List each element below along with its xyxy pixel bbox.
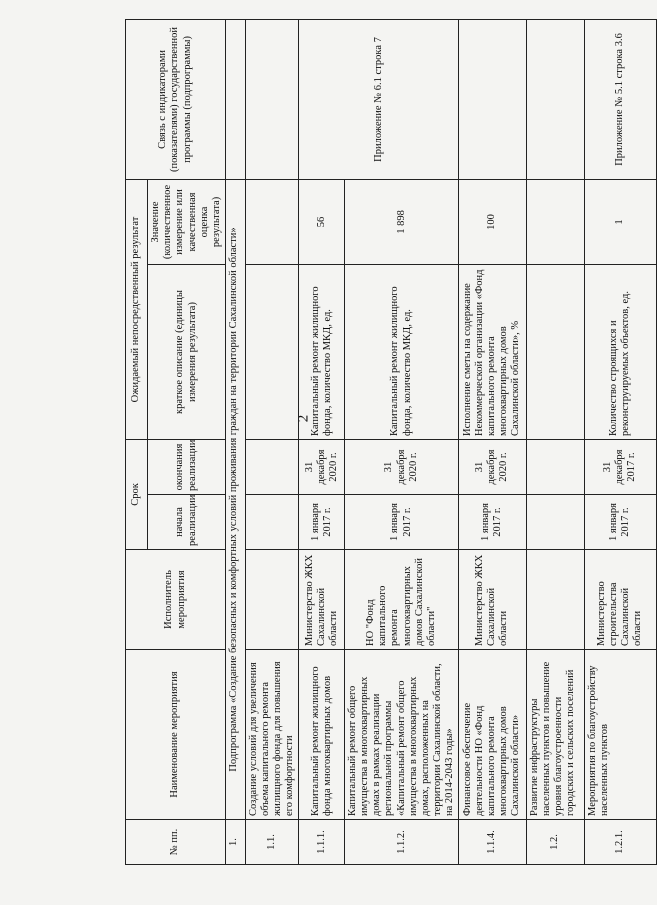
row-start: 1 января 2017 г. [458, 495, 526, 550]
row-link: Приложение № 5.1 строка 3.6 [584, 19, 656, 179]
row-executor [526, 550, 584, 650]
header-desc: краткое описание (единицы измерения результата) [148, 264, 226, 439]
row-start [526, 495, 584, 550]
table-row [584, 19, 656, 864]
row-desc: Капитальный ремонт жилищного фонда, количество МКД, ед. [299, 264, 345, 439]
row-name: Мероприятия по благоустройству населенных пунктов [584, 650, 656, 820]
row-value [246, 179, 299, 264]
table-row [458, 19, 526, 864]
header-result: Ожидаемый непосредственный результат [126, 179, 148, 439]
row-start: 1 января 2017 г. [345, 495, 459, 550]
row-end: 31 декабря 2020 г. [299, 439, 345, 494]
header-row-1 [126, 19, 148, 864]
row-executor [246, 550, 299, 650]
header-term: Срок [126, 439, 148, 549]
row-desc [246, 264, 299, 439]
row-num: 1.1. [246, 820, 299, 865]
row-name: Финансовое обеспечение деятельности НО «Фонд капитального ремонта многоквартирных домов Сахалинской области» [458, 650, 526, 820]
page-number: 2 [295, 414, 312, 423]
header-end: окончания реализации [148, 439, 226, 494]
row-desc [526, 264, 584, 439]
row-executor: Министерство ЖКХ Сахалинской области [458, 550, 526, 650]
table-row [299, 19, 345, 864]
row-link [526, 19, 584, 179]
row-link [458, 19, 526, 179]
row-value [526, 179, 584, 264]
subprogram-title: Подпрограмма «Создание безопасных и комфортных условий проживания граждан на территории Сахалинской области» [226, 179, 246, 819]
row-executor: Министерство ЖКХ Сахалинской области [299, 550, 345, 650]
row-executor: Министерство строительства Сахалинской области [584, 550, 656, 650]
empty-cell [226, 19, 246, 179]
row-value: 100 [458, 179, 526, 264]
subprogram-num: 1. [226, 820, 246, 865]
subprogram-row [226, 19, 246, 864]
row-end [246, 439, 299, 494]
row-start: 1 января 2017 г. [299, 495, 345, 550]
row-link: Приложение № 6.1 строка 7 [299, 19, 459, 179]
row-end: 31 декабря 2017 г. [584, 439, 656, 494]
row-end: 31 декабря 2020 г. [345, 439, 459, 494]
header-link: Связь с индикаторами (показателями) государственной программы (подпрограммы) [126, 19, 226, 179]
row-num: 1.1.2. [345, 820, 459, 865]
row-desc: Капитальный ремонт жилищного фонда, количество МКД, ед. [345, 264, 459, 439]
row-name: Развитие инфраструктуры населенных пунктов и повышение уровня благоустроенности городских и сельских поселений [526, 650, 584, 820]
row-name: Создание условий для увеличения объема капитального ремонта жилищного фонда для повышения его комфортности [246, 650, 299, 820]
row-desc: Исполнение сметы на содержание Некоммерческой организации «Фонд капитального ремонта многоквартирных домов Сахалинской области», % [458, 264, 526, 439]
measures-table [125, 19, 657, 865]
row-start [246, 495, 299, 550]
row-value: 1 898 [345, 179, 459, 264]
row-end: 31 декабря 2020 г. [458, 439, 526, 494]
rotated-table-container [125, 20, 644, 865]
row-name: Капитальный ремонт жилищного фонда многоквартирных домов [299, 650, 345, 820]
table-row [246, 19, 299, 864]
header-name: Наименование мероприятия [126, 650, 226, 820]
header-start: начала реализации [148, 495, 226, 550]
row-value: 56 [299, 179, 345, 264]
row-num: 1.1.4. [458, 820, 526, 865]
row-value: 1 [584, 179, 656, 264]
header-num: № пп. [126, 820, 226, 865]
row-num: 1.2.1. [584, 820, 656, 865]
row-link [246, 19, 299, 179]
header-value: Значение (количественное измерение или качественная оценка результата) [148, 179, 226, 264]
row-start: 1 января 2017 г. [584, 495, 656, 550]
row-name: Капитальный ремонт общего имущества в многоквартирных домах в рамках реализации региональной программы «Капитальный ремонт общего имущества в многоквартирных домах, расположенных на территории Сахалинской области, на 2014-2043 годы» [345, 650, 459, 820]
row-executor: НО "Фонд капитального ремонта многоквартирных домов Сахалинской области" [345, 550, 459, 650]
header-executor: Исполнитель мероприятия [126, 550, 226, 650]
row-num: 1.2. [526, 820, 584, 865]
row-end [526, 439, 584, 494]
row-desc: Количество строящихся и реконструируемых объектов, ед. [584, 264, 656, 439]
row-num: 1.1.1. [299, 820, 345, 865]
table-row [526, 19, 584, 864]
